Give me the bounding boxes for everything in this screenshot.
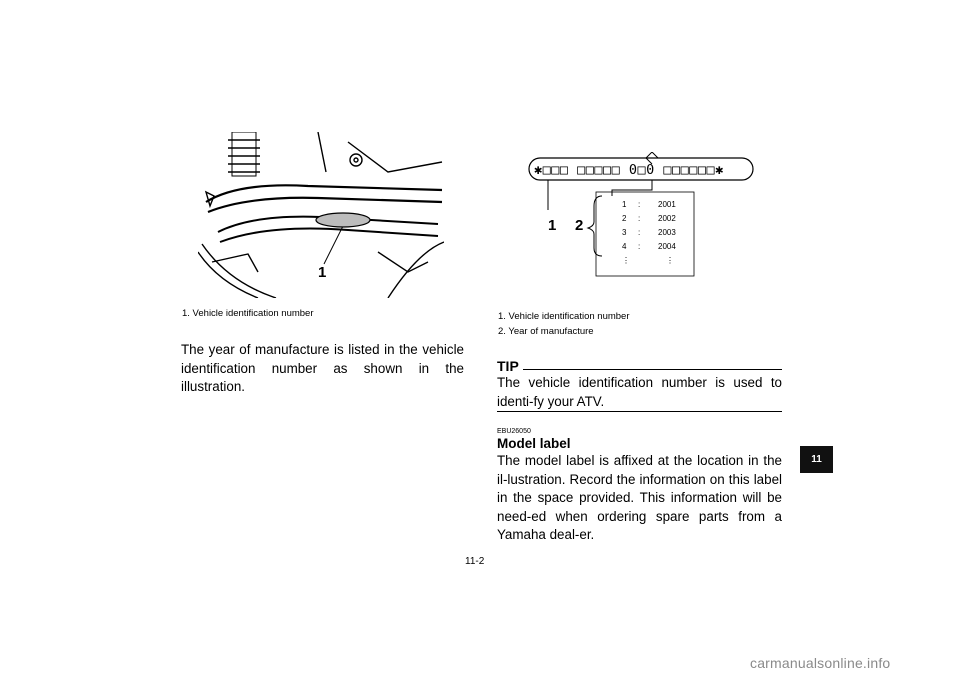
ellipsis: ⋮ [622,256,630,265]
left-paragraph: The year of manufacture is listed in the vehicle identification number as shown in the illustration. [181,342,464,394]
left-caption-1: 1. Vehicle identification number [182,308,314,319]
section-text: The model label is affixed at the location in the il-lustration. Record the information on this label in the space provided. This information will be need-ed when ordering spare parts from a Yamaha deal-er. [497,453,782,542]
year-value: 2003 [658,228,676,237]
right-caption-2: 2. Year of manufacture [498,326,594,337]
tip-text: The vehicle identification number is used to identi-fy your ATV. [497,375,782,409]
year-table [622,198,676,268]
year-value: 2002 [658,214,676,223]
vin-plate [316,213,370,227]
right-caption-1: 1. Vehicle identification number [498,311,630,322]
year-sep: : [638,242,641,251]
right-callout-1: 1 [548,217,557,234]
year-value: 2004 [658,242,676,251]
year-code: 3 [622,228,627,237]
left-callout-1: 1 [318,264,327,281]
year-sep: : [638,228,641,237]
year-code: 4 [622,242,627,251]
tip-top-rule [523,369,782,370]
tip-title: TIP [497,358,519,374]
year-code: 2 [622,214,627,223]
ellipsis: ⋮ [666,256,674,265]
tip-bottom-rule [497,411,782,412]
year-row [622,198,676,212]
section-title: Model label [497,436,571,451]
year-row-ellipsis [622,254,676,268]
year-row [622,226,676,240]
vin-text: ✱□□□ □□□□□ 0□0 □□□□□□✱ [534,162,724,178]
year-value: 2001 [658,200,676,209]
year-row [622,240,676,254]
page-number: 11-2 [465,556,485,567]
year-row [622,212,676,226]
year-sep: : [638,200,641,209]
section-code: EBU26050 [497,428,531,435]
watermark: carmanualsonline.info [750,655,891,671]
year-code: 1 [622,200,627,209]
year-sep: : [638,214,641,223]
chapter-tab: 11 [800,446,833,473]
right-callout-2: 2 [575,217,584,234]
